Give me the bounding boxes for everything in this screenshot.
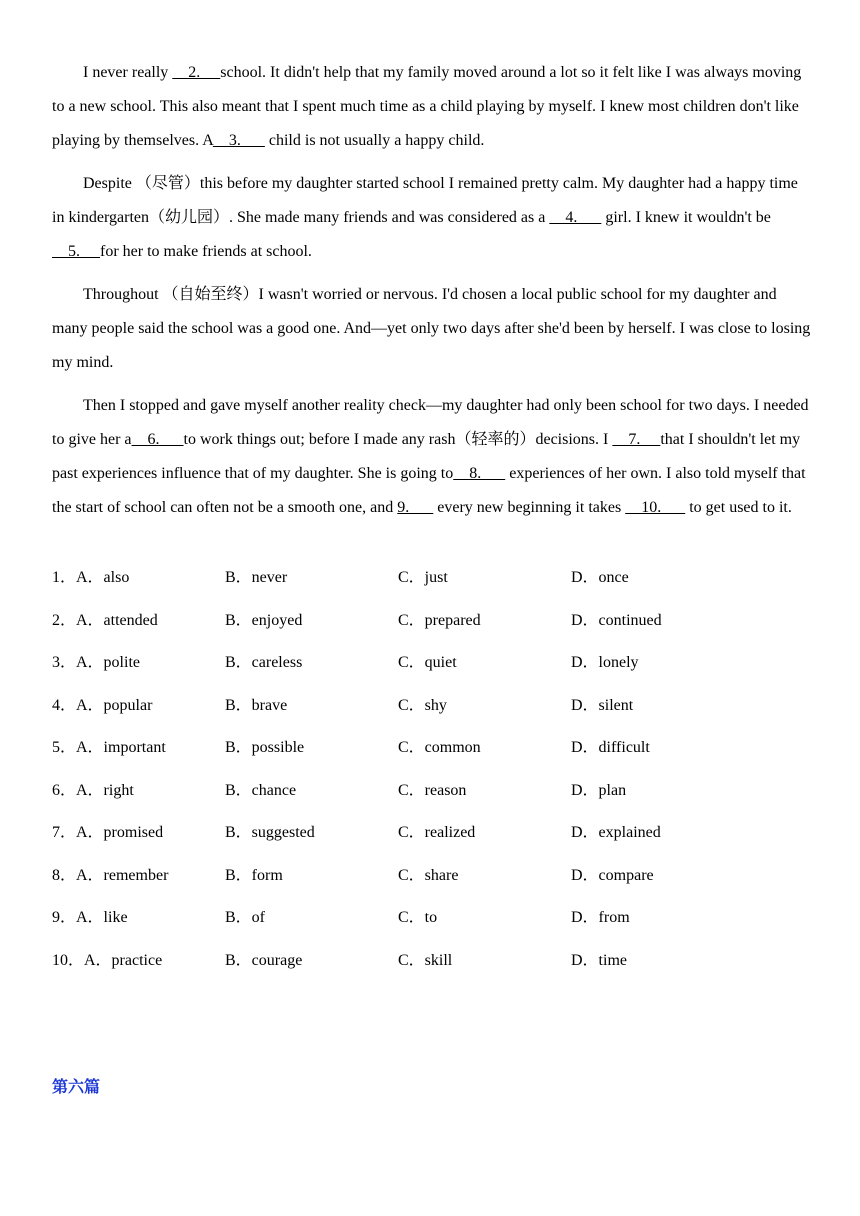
cloze-passage [52,56,812,534]
option-a: 6．A．right [52,781,134,799]
option-c: C．skill [398,951,453,969]
blank-2: 2. [172,64,221,81]
option-c: C．common [398,739,481,756]
option-d: D．once [571,569,629,586]
option-b: B．chance [225,781,297,799]
option-b: B．brave [225,696,288,714]
text: that I shouldn't let my past experiences influence that of my daughter. She is going to [52,431,801,482]
blank-6: 6. [131,431,184,448]
blank-3: 3. [212,132,265,149]
option-d: D．lonely [571,654,639,671]
option-d: D．difficult [571,739,650,756]
text: school. It didn't help that my family moved around a lot so it felt like I was always moving to a new school. This also meant that I spent much time as a child playing by myself. I knew most children don't like playing by themselves. A [52,64,802,149]
option-a: 1．A．also [52,569,130,586]
paragraph-2 [52,167,812,269]
text: Despite （尽管）this before my daughter started school I remained pretty calm. My daughter had a happy time in kindergarten（幼儿园）. She made many friends and was considered as a [52,175,798,226]
text: to get used to it. [685,499,792,516]
blank-7: 7. [612,431,661,448]
option-c: C．share [398,866,459,884]
question-row [52,557,812,600]
option-c: C．quiet [398,654,457,671]
question-row [52,770,812,813]
option-d: D．from [571,909,630,926]
option-a: 3．A．polite [52,654,140,671]
question-row [52,727,812,770]
paragraph-1 [52,56,812,158]
option-c: C．prepared [398,611,481,629]
option-a: 10．A．practice [52,951,163,969]
text: Throughout （自始至终）I wasn't worried or nervous. I'd chosen a local public school for my daughter and many people said the school was a good one. And—yet only two days after she'd been by herself. I was close to losing my mind. [52,286,811,371]
text: Then I stopped and gave myself another reality check—my daughter had only been school for two days. I needed to give her a [52,397,809,448]
option-b: B．never [225,569,288,586]
option-c: C．to [398,909,438,926]
option-d: D．time [571,951,627,969]
question-row [52,642,812,685]
blank-10: 10. [625,499,686,516]
option-c: C．realized [398,824,476,841]
option-d: D．compare [571,866,654,884]
option-d: D．plan [571,781,627,799]
paragraph-4 [52,389,812,525]
option-a: 4．A．popular [52,696,153,714]
text: for her to make friends at school. [100,243,312,260]
text: girl. I knew it wouldn't be [601,209,771,226]
paragraph-3 [52,278,812,380]
option-a: 7．A．promised [52,824,164,841]
option-d: D．silent [571,696,634,714]
option-b: B．courage [225,951,303,969]
question-row [52,940,812,983]
option-a: 2．A．attended [52,611,158,629]
question-row [52,897,812,940]
text: child is not usually a happy child. [264,132,485,149]
option-b: B．enjoyed [225,611,303,629]
option-d: D．explained [571,824,661,841]
question-row [52,855,812,898]
blank-4: 4. [549,209,602,226]
option-b: B．careless [225,654,303,671]
blank-5: 5. [52,243,100,260]
question-row [52,812,812,855]
text: every new beginning it takes [433,499,626,516]
text: to work things out; before I made any rash（轻率的）decisions. I [183,431,613,448]
option-d: D．continued [571,611,662,629]
option-a: 9．A．like [52,909,128,926]
option-c: C．shy [398,696,447,714]
option-b: B．possible [225,739,305,756]
option-a: 8．A．remember [52,866,169,884]
option-b: B．form [225,866,283,884]
option-c: C．just [398,569,448,586]
text: experiences of her own. I also told myself that the start of school can often not be a smooth one, and [52,465,806,516]
option-a: 5．A．important [52,739,166,756]
blank-8: 8. [453,465,506,482]
answer-options [52,557,812,982]
option-c: C．reason [398,781,467,799]
option-b: B．of [225,909,266,926]
option-b: B．suggested [225,824,315,841]
section-heading: 第六篇 [52,1077,101,1096]
blank-9: 9. [397,499,434,516]
question-row [52,600,812,643]
question-row [52,685,812,728]
text: I never really [83,64,173,81]
